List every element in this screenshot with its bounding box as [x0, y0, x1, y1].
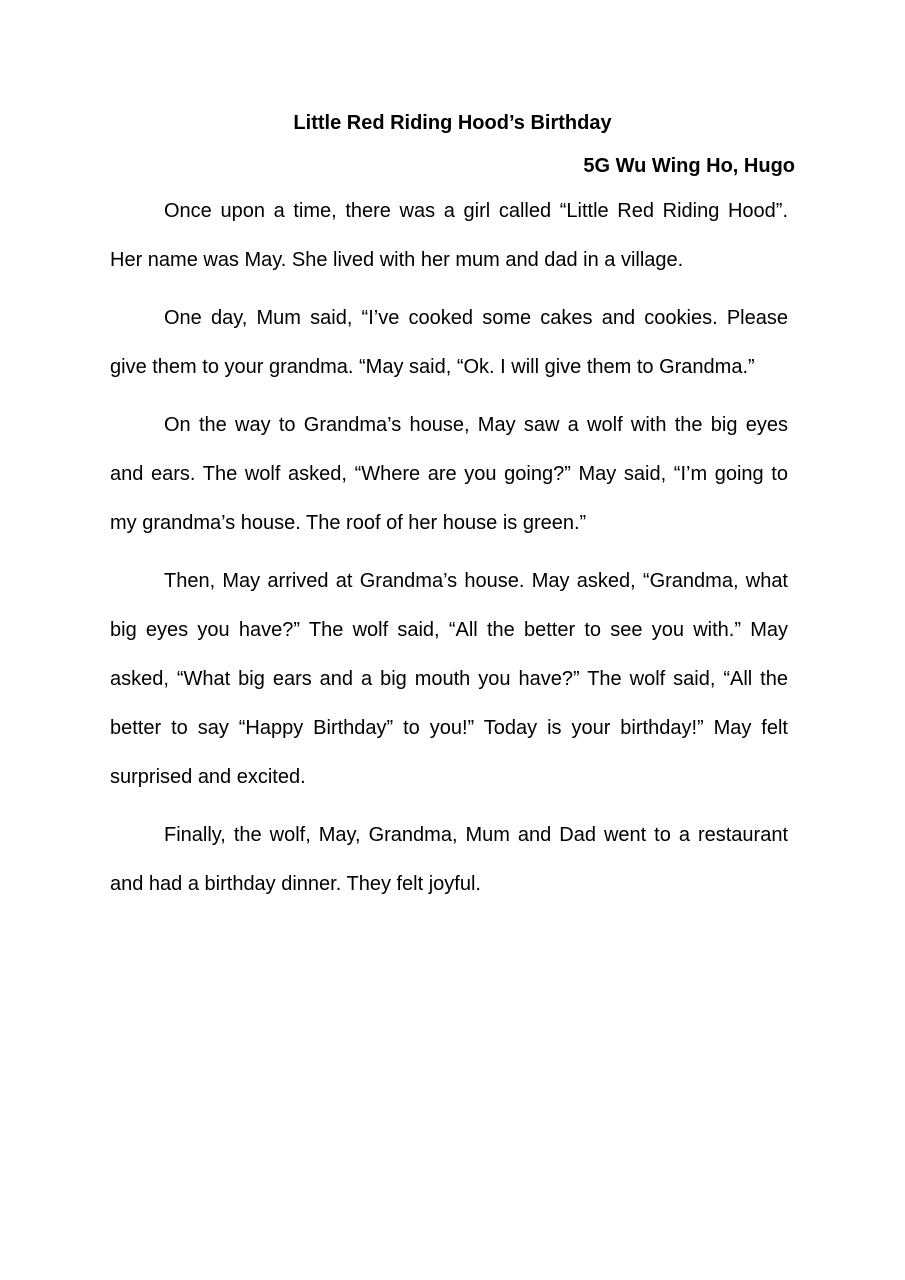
- story-paragraph-3: On the way to Grandma’s house, May saw a wolf with the big eyes and ears. The wolf asked, “Where are you going?” May said, “I’m going to my grandma’s house. The roof of her house is green.”: [110, 414, 788, 534]
- document-title: Little Red Riding Hood’s Birthday: [293, 112, 612, 134]
- story-paragraph-2: One day, Mum said, “I’ve cooked some cakes and cookies. Please give them to your grandma. “May said, “Ok. I will give them to Grandma.”: [110, 307, 788, 378]
- story-body: [110, 187, 788, 918]
- story-paragraph-4: Then, May arrived at Grandma’s house. May asked, “Grandma, what big eyes you have?” The wolf said, “All the better to see you with.” May asked, “What big ears and a big mouth you have?” The wolf said, “All the better to say “Happy Birthday” to you!” Today is your birthday!” May felt surprised and excited.: [110, 570, 788, 788]
- story-paragraph-1: Once upon a time, there was a girl called “Little Red Riding Hood”. Her name was May. She lived with her mum and dad in a village.: [110, 200, 788, 271]
- story-paragraph-5: Finally, the wolf, May, Grandma, Mum and Dad went to a restaurant and had a birthday dinner. They felt joyful.: [110, 824, 788, 895]
- document-author: 5G Wu Wing Ho, Hugo: [583, 155, 795, 177]
